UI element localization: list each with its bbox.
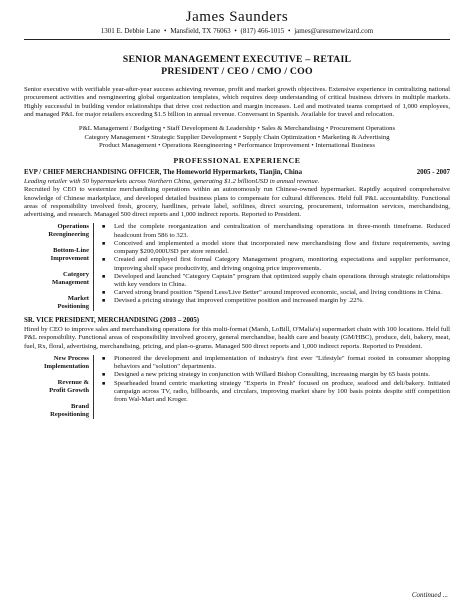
job2-title: SR. VICE PRESIDENT, MERCHANDISING (2003 – 2005) xyxy=(24,317,200,325)
email: james@aresumewizard.com xyxy=(294,27,374,35)
candidate-name: James Saunders xyxy=(185,9,289,25)
highlight-label: Market xyxy=(67,295,89,303)
separator: • xyxy=(164,27,167,35)
job2-heading xyxy=(24,317,450,326)
job2-labels xyxy=(24,355,94,419)
skills-row: P&L Management / Budgeting • Staff Development & Leadership • Sales & Merchandising • Procurement Operations xyxy=(78,125,396,133)
bullet-item: ■ Developed and launched "Category Captain" program that optimized supply chain operations through strategic relationships with key vendors in China. xyxy=(102,273,450,289)
skills-row: Category Management • Strategic Supplier Development • Supply Chain Optimization • Marketing & Advertising xyxy=(84,133,390,141)
headline xyxy=(24,54,450,78)
highlight-label: Management xyxy=(52,279,89,287)
separator: • xyxy=(288,27,291,35)
job1-description: Recruited by CEO to westernize merchandising operations within an autonomously run Chinese-owned hypermarket. Rapidly acquired comprehensive knowledge of Chinese marketplace, and developed detailed business plans to compensate for cultural differences. Held full P&L accountability. Functional areas of responsibility involved fresh, grocery, hardlines, private label, softlines, direct sourcing, procurement, information services, merchandising, advertising, and research. Managed 500 direct reports and 1,000 indirect reports. Reported to President. xyxy=(24,186,450,219)
header-rule xyxy=(24,39,450,40)
summary: Senior executive with verifiable year-after-year success achieving revenue, profit and market growth objectives. Extensive experience in centralizing national procurement activities and reengineering global organization templates, which requires deep understanding of critical business drivers in multiple markets. Highly successful in building vendor relationships that drive cost reduction and margin increases. Led and motivated teams comprised of 1,000 employees, and managed P&L for major retailers exceeding $1.5 billion in annual revenue. Conversant in Spanish. Available for travel and relocation. xyxy=(24,86,450,118)
highlight-label: Revenue & xyxy=(57,378,89,386)
bullet-item: ■ Devised a pricing strategy that improved competitive position and increased margin by .22%. xyxy=(102,297,450,305)
highlight-label: Profit Growth xyxy=(49,386,89,394)
highlight-label xyxy=(24,287,89,295)
bullet-item: ■ Led the complete reorganization and centralization of merchandising operations in three-month timeframe. Reduced headcount from 586 to 323. xyxy=(102,223,450,239)
highlight-label xyxy=(24,395,89,403)
bullet-item: ■ Designed a new pricing strategy in conjunction with Willard Bishop Consulting, increasing margin by 65 basis points. xyxy=(102,371,450,379)
job2-bullets xyxy=(94,355,450,419)
continued-note: Continued ... xyxy=(411,591,448,599)
job2-description: Hired by CEO to improve sales and merchandising operations for this multi-format (Marsh, LoBill, O'Malia's) supermarket chain with 100 locations. Held full P&L responsibility. Functional areas of responsibility involved grocery, general merchandise, health care and beauty (GM/HBC), produce, deli, bakery, meat, fuel, Rx, floral, advertising, merchandising, pricing, and plan-o-grams. Managed 500 direct reports and 1,000 indirect reports. Reported to President. xyxy=(24,326,450,350)
bullet-item: ■ Carved strong brand position "Spend Less/Live Better" around improved economic, social, and living conditions in China. xyxy=(102,289,450,297)
highlight-label: Category xyxy=(63,271,89,279)
headline-line-2: PRESIDENT / CEO / CMO / COO xyxy=(161,66,313,77)
highlight-label: Brand xyxy=(71,402,89,410)
city: Mansfield, TX 76063 xyxy=(170,27,231,35)
address: 1301 E. Debbie Lane xyxy=(100,27,161,35)
bullet-item: ■ Pioneered the development and implementation of industry's first ever "Lifestyle" format rooted in consumer shopping behaviors and "solution" departments. xyxy=(102,355,450,371)
separator: • xyxy=(234,27,237,35)
job1-highlights xyxy=(24,223,450,311)
highlight-label: Repositioning xyxy=(50,410,89,418)
highlight-label: New Process xyxy=(53,354,89,362)
skills-row: Product Management • Operations Reengineering • Performance Improvement • International Business xyxy=(99,142,375,149)
job1-labels xyxy=(24,223,94,311)
highlight-label xyxy=(24,263,89,271)
highlight-label xyxy=(24,371,89,379)
job1-heading xyxy=(24,169,450,178)
highlight-label: Positioning xyxy=(57,303,89,311)
bullet-item: ■ Conceived and implemented a model store that incorporated new merchandising flow and fixture requirements, saving company $200,000USD per store remodel. xyxy=(102,240,450,256)
highlight-label: Bottom-Line xyxy=(53,247,89,255)
highlight-label xyxy=(24,239,89,247)
contact-line xyxy=(24,26,450,36)
job1-dates: 2005 - 2007 xyxy=(416,169,450,177)
bullet-item: ■ Created and employed first formal Category Management program, monitoring expectations and supplier performance, improving shelf space productivity, and driving ongoing price improvements. xyxy=(102,256,450,272)
job1-bullets xyxy=(94,223,450,311)
highlight-label: Implementation xyxy=(43,362,89,370)
phone: (817) 466-1015 xyxy=(240,27,285,35)
headline-line-1: SENIOR MANAGEMENT EXECUTIVE – RETAIL xyxy=(122,54,352,65)
highlight-label: Improvement xyxy=(50,255,89,263)
job1-tagline: Leading retailer with 50 hypermarkets across Northern China, generating $1.2 billionUSD in annual revenue. xyxy=(24,178,320,185)
section-title: PROFESSIONAL EXPERIENCE xyxy=(173,156,301,166)
bullet-item: ■ Spearheaded brand centric marketing strategy "Experts in Fresh" focused on produce, seafood and deli/bakery. Initiated campaign across TV, radio, billboards, and circulars, improving market share by 100 basis points despite stiff competition from Wal-Mart and Kroger. xyxy=(102,380,450,405)
job2-highlights xyxy=(24,355,450,419)
highlight-label: Reengineering xyxy=(48,231,89,239)
job1-title: EVP / CHIEF MERCHANDISING OFFICER, The Homeworld Hypermarkets, Tianjin, China xyxy=(24,169,303,177)
highlight-label: Operations xyxy=(57,223,89,231)
skills-block xyxy=(24,125,450,150)
